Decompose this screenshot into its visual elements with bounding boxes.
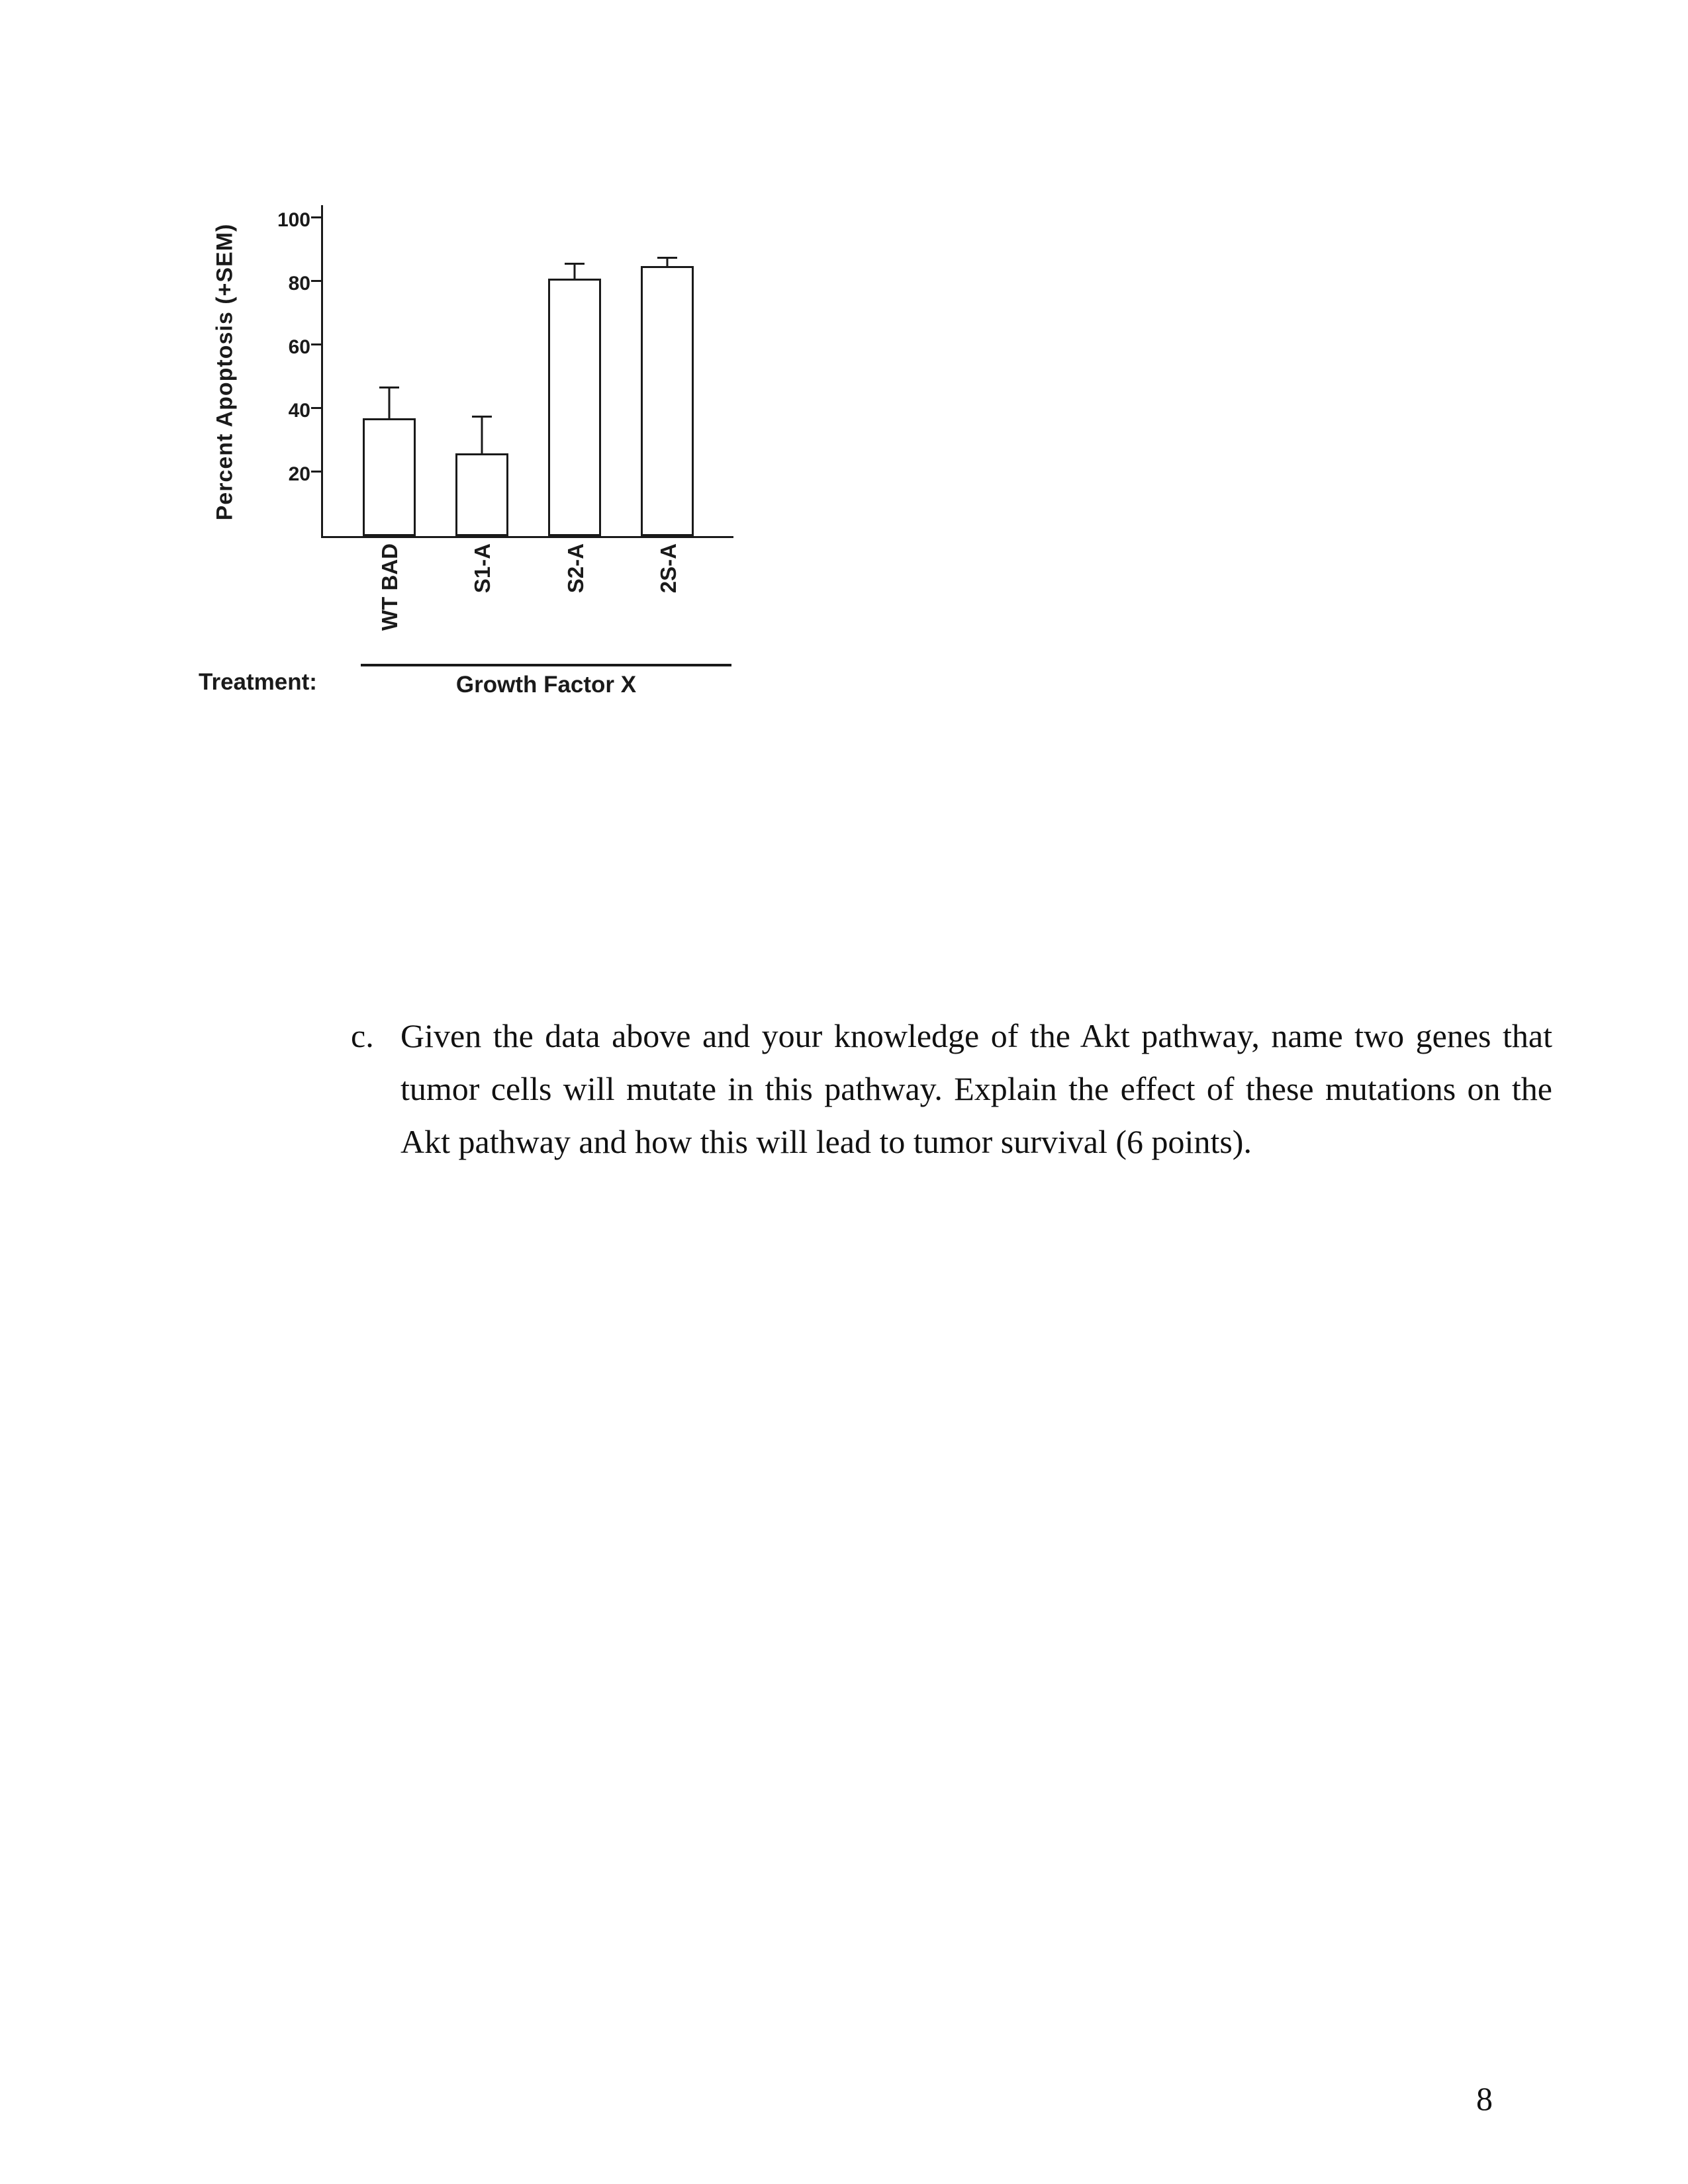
bar	[455, 453, 508, 536]
y-tick-label: 20	[288, 463, 310, 485]
y-axis-tick-labels	[252, 205, 321, 538]
bar-chart-figure	[199, 205, 735, 698]
y-axis-title	[199, 205, 252, 538]
x-tick-label: S2-A	[563, 543, 588, 594]
question-item-c	[351, 1009, 1552, 1168]
bar-slot-s1-a	[455, 205, 508, 536]
y-tick-mark	[311, 407, 321, 409]
error-bar-cap	[379, 387, 399, 388]
y-axis-title-text: Percent Apoptosis (+SEM)	[212, 223, 238, 520]
error-bar-cap	[472, 416, 492, 418]
error-bar-line	[481, 416, 483, 454]
x-tick-label: 2S-A	[656, 543, 681, 594]
error-bar-line	[389, 387, 391, 418]
group-label: Growth Factor X	[455, 672, 637, 698]
question-text: Given the data above and your knowledge of the Akt pathway, name two genes that tumor cells will mutate in this pathway. Explain the effect of these mutations on the Akt pathway and how this will lead to tumor survival (6 points).	[400, 1017, 1552, 1160]
x-tick-label: WT BAD	[377, 543, 402, 631]
bar	[363, 418, 416, 536]
y-tick-mark	[311, 216, 321, 218]
y-tick-mark	[311, 343, 321, 345]
error-bar-cap	[657, 257, 677, 259]
x-axis-labels	[323, 538, 735, 664]
x-label-cell	[642, 538, 695, 664]
y-tick-mark	[311, 471, 321, 473]
bar	[641, 266, 694, 536]
plot-row	[199, 205, 735, 538]
bar	[548, 279, 601, 536]
page-number: 8	[1476, 2080, 1493, 2117]
error-bar-line	[574, 263, 576, 279]
bar-slot-s2-a	[548, 205, 601, 536]
bar-slot-2s-a	[641, 205, 694, 536]
x-tick-label: S1-A	[470, 543, 495, 594]
bar-slot-wt-bad	[363, 205, 416, 536]
y-tick-label: 40	[288, 400, 310, 422]
treatment-group	[199, 664, 735, 698]
treatment-label: Treatment:	[199, 669, 317, 695]
x-label-cell	[363, 538, 416, 664]
x-label-cell	[549, 538, 602, 664]
question-letter: c.	[351, 1017, 374, 1054]
x-label-cell	[456, 538, 509, 664]
y-tick-mark	[311, 280, 321, 282]
y-tick-label: 80	[288, 273, 310, 295]
plot-area	[321, 205, 733, 538]
error-bar-cap	[565, 263, 585, 265]
y-tick-label: 100	[277, 209, 310, 231]
y-tick-label: 60	[288, 336, 310, 358]
